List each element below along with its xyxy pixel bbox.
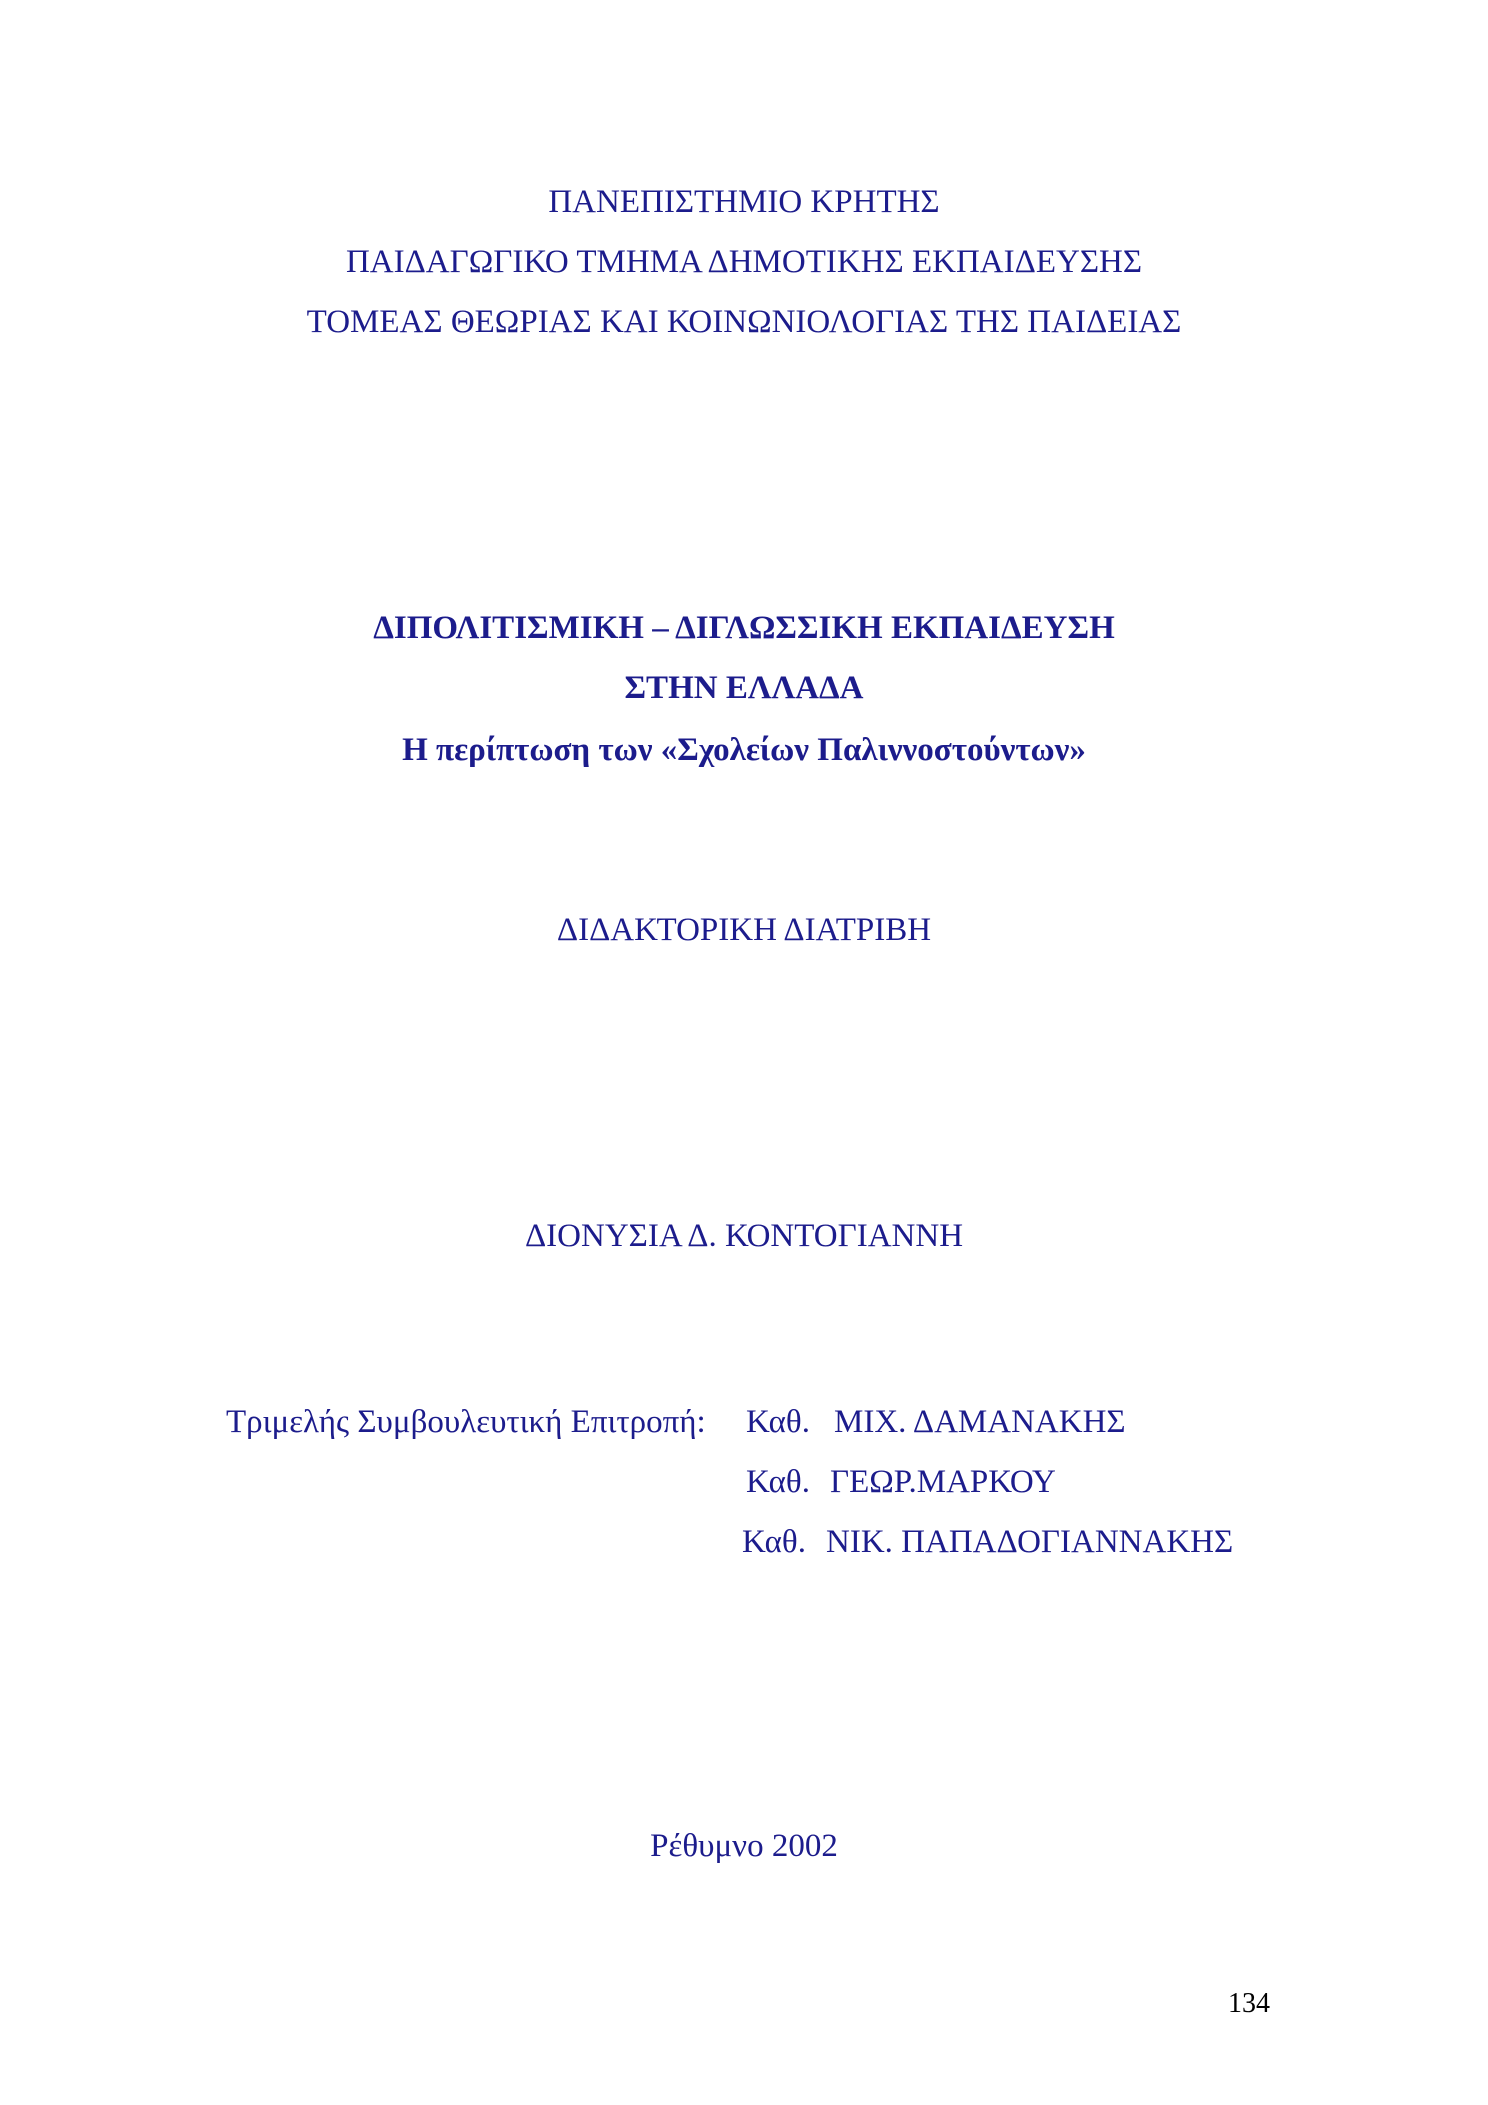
document-type: ΔΙΔΑΚΤΟΡΙΚΗ ΔΙΑΤΡΙΒΗ bbox=[556, 912, 932, 948]
committee-label: Τριμελής Συμβουλευτική Επιτροπή: bbox=[226, 1404, 706, 1440]
thesis-subtitle: Η περίπτωση των «Σχολείων Παλιννοστούντων» bbox=[402, 732, 1086, 768]
committee-member-title: Καθ. bbox=[746, 1464, 810, 1500]
committee-member-title: Καθ. bbox=[742, 1524, 806, 1560]
committee-member-title: Καθ. bbox=[746, 1404, 810, 1440]
sector-name: ΤΟΜΕΑΣ ΘΕΩΡΙΑΣ ΚΑΙ ΚΟΙΝΩΝΙΟΛΟΓΙΑΣ ΤΗΣ ΠΑΙΔΕΙΑΣ bbox=[306, 304, 1182, 340]
thesis-title-line1: ΔΙΠΟΛΙΤΙΣΜΙΚΗ – ΔΙΓΛΩΣΣΙΚΗ ΕΚΠΑΙΔΕΥΣΗ bbox=[373, 610, 1115, 646]
university-name: ΠΑΝΕΠΙΣΤΗΜΙΟ ΚΡΗΤΗΣ bbox=[548, 184, 940, 220]
department-name: ΠΑΙΔΑΓΩΓΙΚΟ ΤΜΗΜΑ ΔΗΜΟΤΙΚΗΣ ΕΚΠΑΙΔΕΥΣΗΣ bbox=[345, 244, 1143, 280]
committee-member-name: ΜΙΧ. ΔΑΜΑΝΑΚΗΣ bbox=[834, 1404, 1126, 1440]
thesis-title-line2: ΣΤΗΝ ΕΛΛΑΔΑ bbox=[624, 670, 864, 706]
committee-member-name: ΝΙΚ. ΠΑΠΑΔΟΓΙΑΝΝΑΚΗΣ bbox=[826, 1524, 1234, 1560]
page-number: 134 bbox=[1228, 1988, 1270, 2019]
committee-member-name: ΓΕΩΡ.ΜΑΡΚΟΥ bbox=[830, 1464, 1056, 1500]
author-name: ΔΙΟΝΥΣΙΑ Δ. ΚΟΝΤΟΓΙΑΝΝΗ bbox=[524, 1218, 964, 1254]
place-and-year: Ρέθυμνο 2002 bbox=[650, 1828, 838, 1864]
